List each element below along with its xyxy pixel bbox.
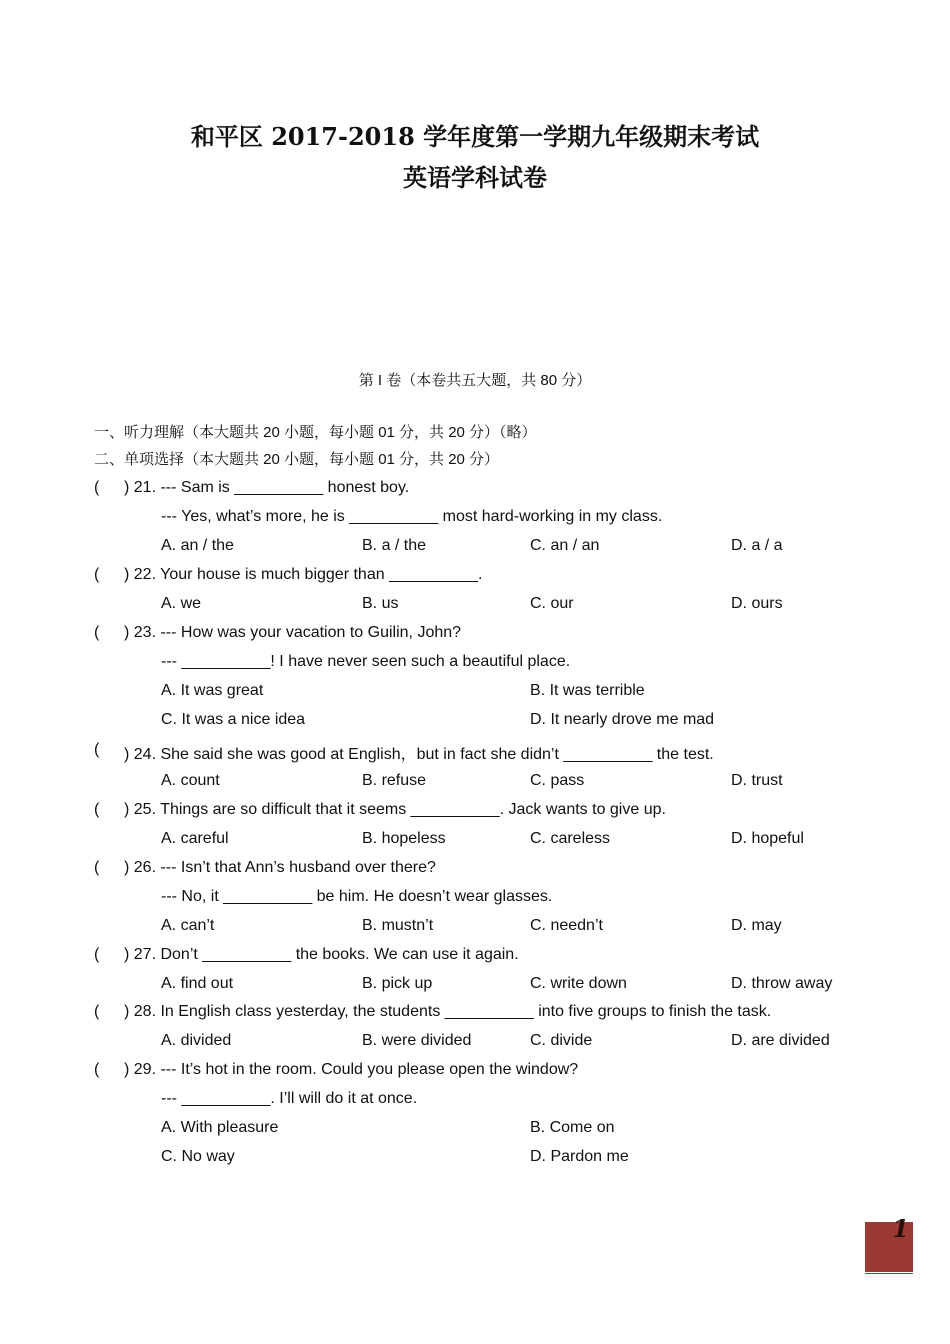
question-stem: ) 22. Your house is much bigger than __________.: [124, 566, 483, 583]
option-d: D. trust: [731, 772, 783, 789]
option-a: A. With pleasure: [161, 1119, 279, 1136]
question-stem: ) 27. Don’t __________ the books. We can use it again.: [124, 946, 519, 963]
option-b: B. a / the: [362, 537, 427, 554]
part-heading: 第 I 卷（本卷共五大题，共 80 分）: [358, 372, 592, 389]
option-c: C. divide: [530, 1032, 593, 1049]
question-stem: ) 26. --- Isn’t that Ann’s husband over there?: [124, 859, 436, 876]
answer-paren: (: [94, 1003, 100, 1020]
answer-paren: (: [94, 859, 100, 876]
question-dialog-line: --- No, it __________ be him. He doesn’t wear glasses.: [161, 888, 553, 905]
option-c: C. pass: [530, 772, 585, 789]
option-d: D. It nearly drove me mad: [530, 711, 715, 728]
option-c: C. careless: [530, 830, 611, 847]
question-stem: ) 21. --- Sam is __________ honest boy.: [124, 479, 410, 496]
option-d: D. are divided: [731, 1032, 830, 1049]
exam-title: 和平区 2017-2018 学年度第一学期九年级期末考试: [190, 122, 760, 151]
question-stem: ) 25. Things are so difficult that it seems __________. Jack wants to give up.: [124, 801, 666, 818]
option-d: D. Pardon me: [530, 1148, 629, 1165]
option-b: B. refuse: [362, 772, 427, 789]
option-b: B. us: [362, 595, 399, 612]
option-d: D. a / a: [731, 537, 783, 554]
option-b: B. were divided: [362, 1032, 472, 1049]
answer-paren: (: [94, 946, 100, 963]
question-stem: ) 23. --- How was your vacation to Guilin, John?: [124, 624, 462, 641]
option-a: A. an / the: [161, 537, 234, 554]
page-number: 1: [892, 1214, 909, 1243]
option-a: A. careful: [161, 830, 229, 847]
question-dialog-line: --- Yes, what’s more, he is __________ most hard-working in my class.: [161, 508, 663, 525]
option-a: A. we: [161, 595, 202, 612]
option-d: D. throw away: [731, 975, 833, 992]
option-b: B. pick up: [362, 975, 433, 992]
answer-paren: (: [94, 741, 100, 758]
option-c: C. needn’t: [530, 917, 603, 934]
option-c: C. write down: [530, 975, 627, 992]
option-c: C. an / an: [530, 537, 600, 554]
option-b: B. Come on: [530, 1119, 615, 1136]
option-b: B. mustn’t: [362, 917, 434, 934]
answer-paren: (: [94, 479, 100, 496]
question-dialog-line: --- __________. I’ll will do it at once.: [161, 1090, 418, 1107]
option-c: C. No way: [161, 1148, 235, 1165]
question-dialog-line: --- __________! I have never seen such a beautiful place.: [161, 653, 571, 670]
section-listening: 一、听力理解（本大题共 20 小题，每小题 01 分，共 20 分）（略）: [94, 424, 537, 441]
answer-paren: (: [94, 1061, 100, 1078]
section-single-choice: 二、单项选择（本大题共 20 小题，每小题 01 分，共 20 分）: [94, 451, 500, 468]
question-stem: ) 28. In English class yesterday, the students __________ into five groups to finish the task.: [124, 1003, 772, 1020]
answer-paren: (: [94, 624, 100, 641]
option-b: B. It was terrible: [530, 682, 645, 699]
option-d: D. may: [731, 917, 782, 934]
option-a: A. find out: [161, 975, 234, 992]
option-d: D. ours: [731, 595, 783, 612]
option-a: A. count: [161, 772, 220, 789]
option-d: D. hopeful: [731, 830, 804, 847]
question-stem: ) 29. --- It’s hot in the room. Could you please open the window?: [124, 1061, 579, 1078]
answer-paren: (: [94, 801, 100, 818]
option-a: A. can’t: [161, 917, 215, 934]
option-c: C. our: [530, 595, 574, 612]
option-c: C. It was a nice idea: [161, 711, 306, 728]
question-stem: ) 24. She said she was good at English，but in fact she didn’t __________ the test.: [124, 746, 714, 763]
option-a: A. divided: [161, 1032, 232, 1049]
exam-subtitle: 英语学科试卷: [403, 163, 547, 192]
answer-paren: (: [94, 566, 100, 583]
option-a: A. It was great: [161, 682, 264, 699]
option-b: B. hopeless: [362, 830, 446, 847]
